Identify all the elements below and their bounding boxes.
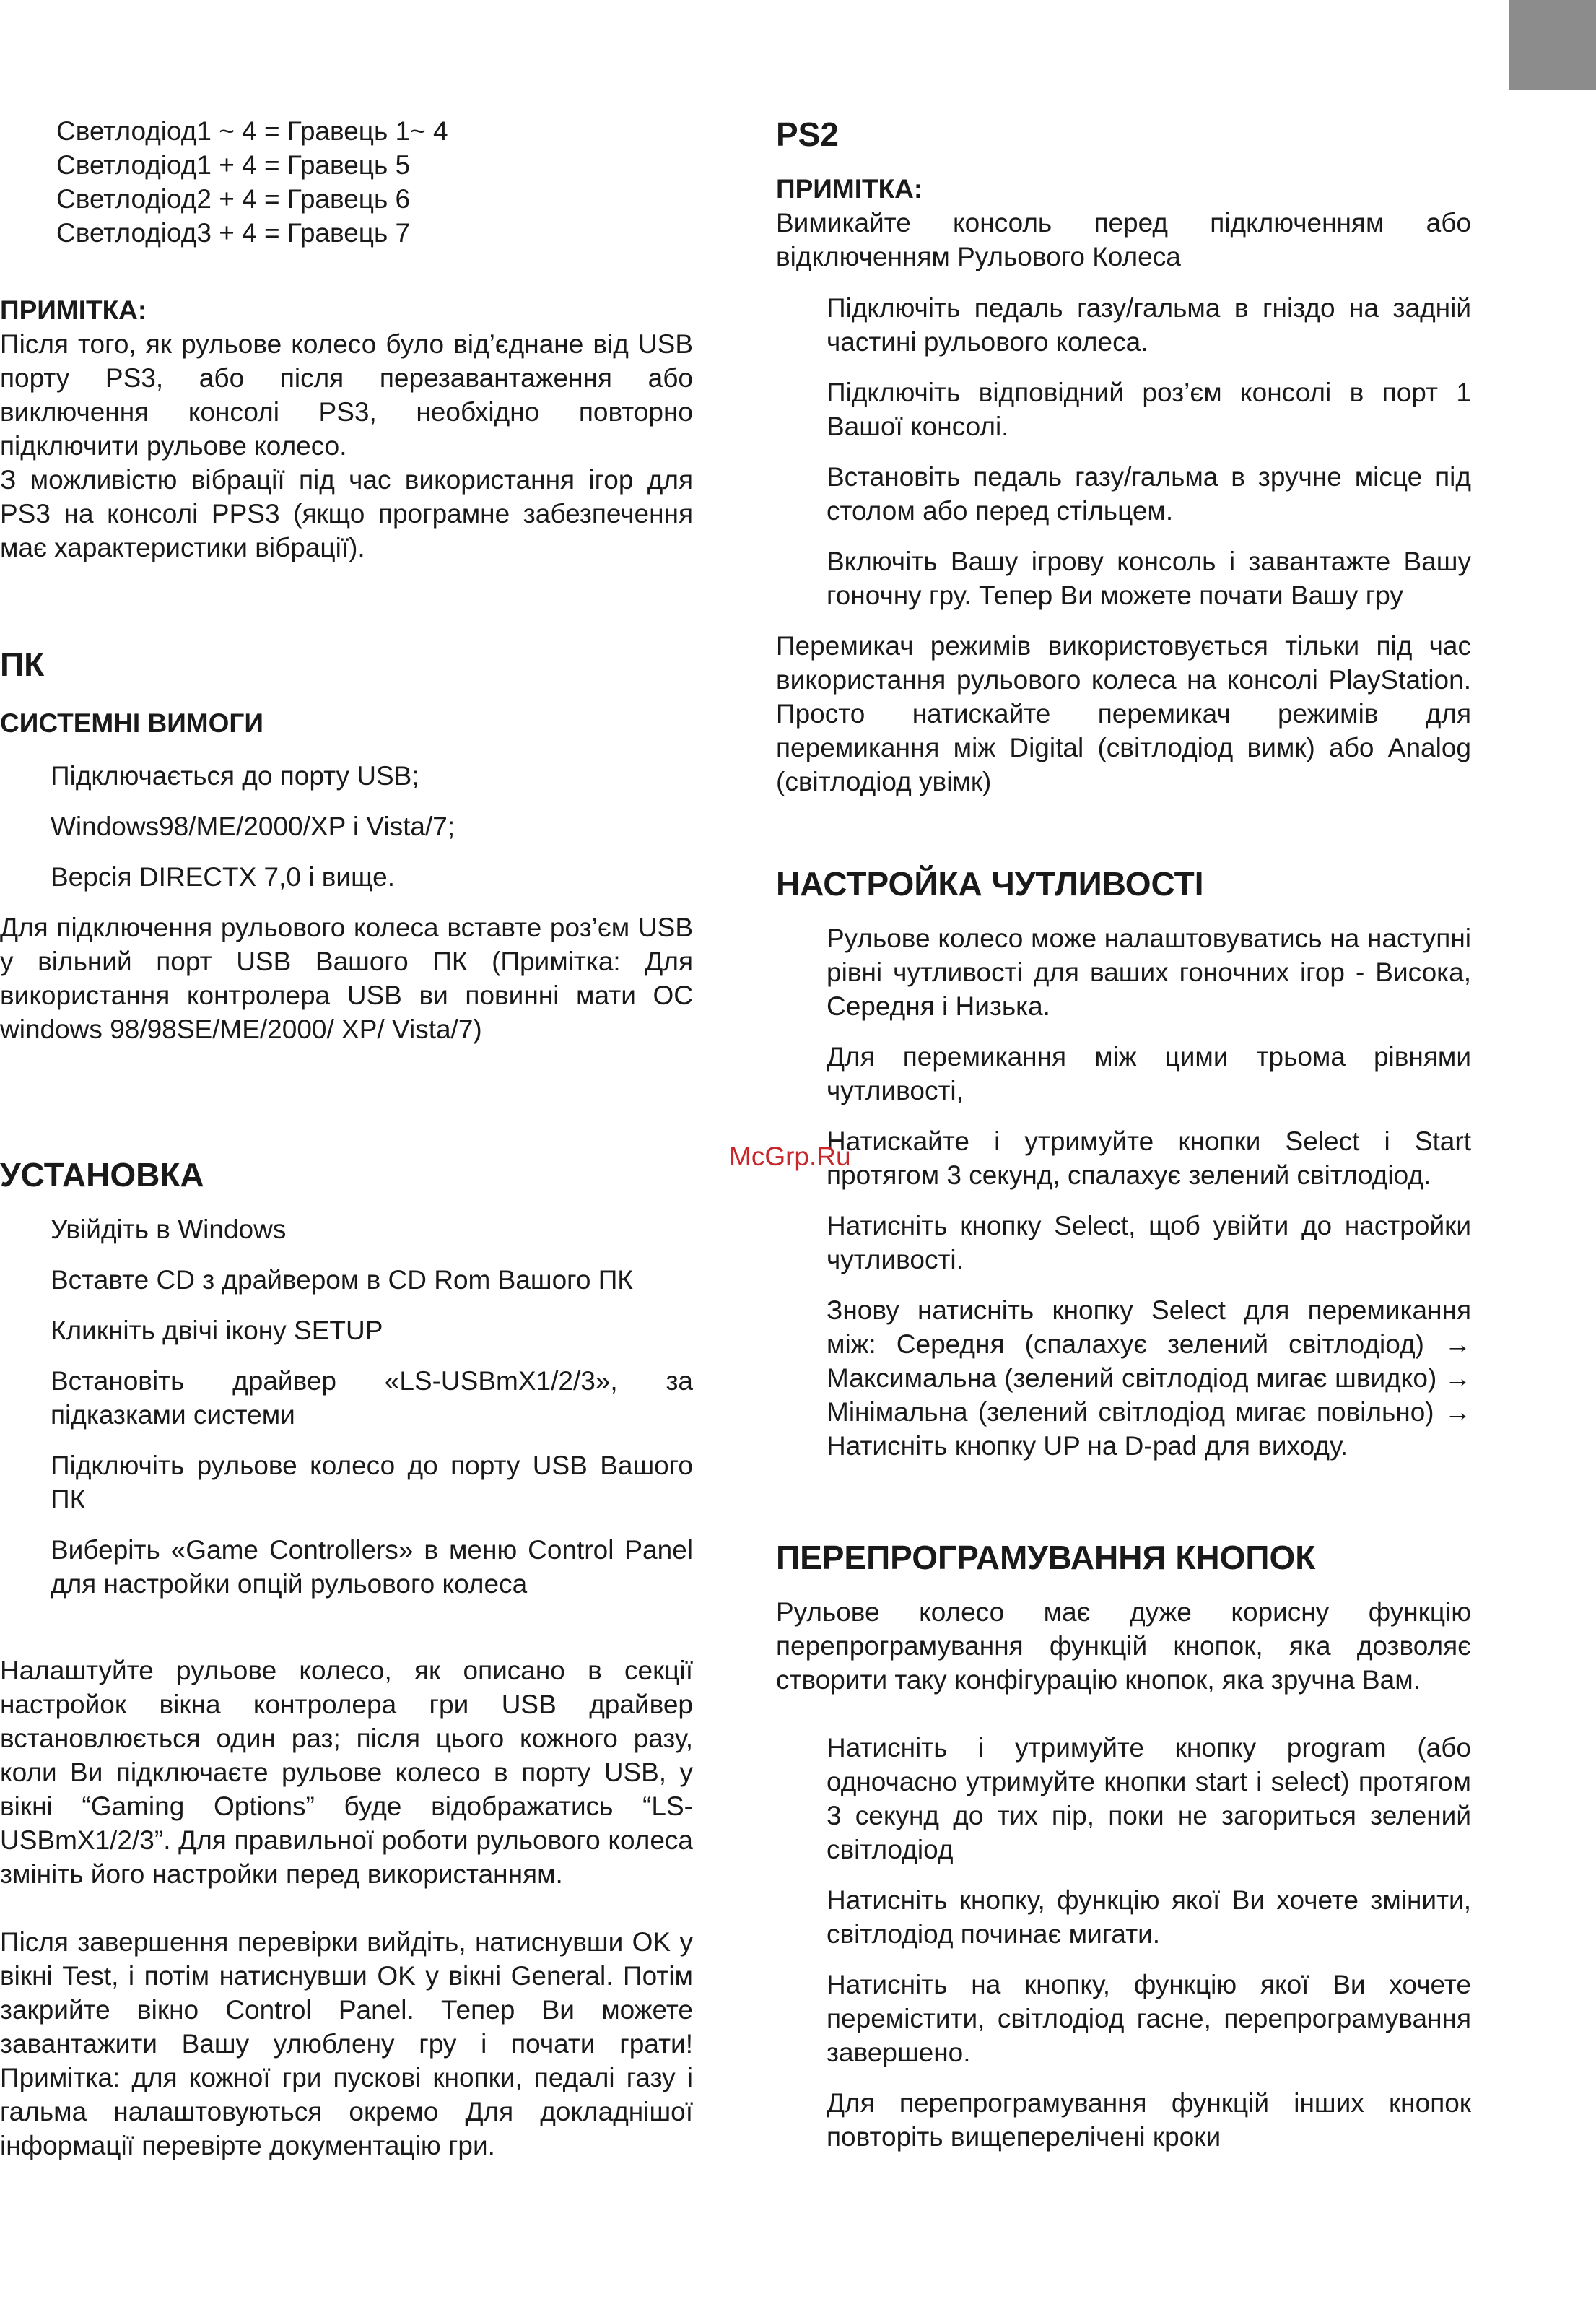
page-corner-tab <box>1509 0 1596 90</box>
reprogram-section-title: ПЕРЕПРОГРАМУВАННЯ КНОПОК <box>776 1539 1316 1576</box>
sensitivity-steps <box>776 921 1471 1463</box>
reprogram-step: Натисніть кнопку, функцію якої Ви хочете змінити, світлодіод починає мигати. <box>827 1885 1471 1949</box>
led-line: Светлодіод1 ~ 4 = Гравець 1~ 4 <box>56 116 448 146</box>
install-item: Виберіть «Game Controllers» в меню Control Panel для настройки опцій рульового колеса <box>51 1535 693 1599</box>
note-title: ПРИМІТКА: <box>776 174 923 204</box>
ps2-steps <box>776 291 1471 612</box>
install-item: Встановіть драйвер «LS-USBmX1/2/3», за підказками системи <box>51 1366 693 1430</box>
install-item: Увійдіть в Windows <box>51 1214 287 1244</box>
finish-text: Після завершення перевірки вийдіть, натиснувши OK у вікні Test, і потім натиснувши OK у вікні General. Потім закрийте вікно Control Panel. Тепер Ви можете завантажити Вашу улюблену гру і почати грати! Примітка: для кожної гри пускові кнопки, педалі газу і гальма налаштовуються окремо Для докладнішої інформації перевірте документацію гри. <box>0 1927 693 2160</box>
ps2-section-title: PS2 <box>776 116 839 153</box>
connect-text: Для підключення рульового колеса вставте роз’єм USB у вільний порт USB Вашого ПК (Примітка: Для використання контролера USB ви повинні мати ОС windows 98/98SE/ME/2000/ XP/ Vista/7) <box>0 913 693 1044</box>
led-list <box>0 114 693 250</box>
right-column <box>776 114 1471 2170</box>
pc-section-title: ПК <box>0 646 45 683</box>
ps2-step: Встановіть педаль газу/гальма в зручне місце під столом або перед стільцем. <box>827 462 1471 526</box>
left-column <box>0 114 693 2163</box>
sensitivity-section-title: НАСТРОЙКА ЧУТЛИВОСТІ <box>776 865 1204 903</box>
install-item: Кликніть двічі ікону SETUP <box>51 1316 383 1345</box>
reprogram-step: Натисніть і утримуйте кнопку program (або одночасно утримуйте кнопки start і select) протягом 3 секунд до тих пір, поки не загориться зелений світлодіод <box>827 1733 1471 1864</box>
ps2-step: Включіть Вашу ігрову консоль і завантажте Вашу гоночну гру. Тепер Ви можете почати Вашу гру <box>827 547 1471 610</box>
sensitivity-step: Натискайте і утримуйте кнопки Select і Start протягом 3 секунд, спалахує зелений світлодіод. <box>827 1126 1471 1190</box>
ps2-step: Підключіть відповідний роз’єм консолі в порт 1 Вашої консолі. <box>827 378 1471 441</box>
led-line: Светлодіод2 + 4 = Гравець 6 <box>56 184 411 214</box>
led-line: Светлодіод1 + 4 = Гравець 5 <box>56 150 411 180</box>
reprogram-text: Рульове колесо має дуже корисну функцію перепрограмування функцій кнопок, яка дозволяє створити таку конфігурацію кнопок, яка зручна Вам. <box>776 1597 1471 1695</box>
reprogram-steps <box>776 1731 1471 2154</box>
sysreq-item: Версія DIRECTX 7,0 і вище. <box>51 862 395 892</box>
sysreq-title: СИСТЕМНІ ВИМОГИ <box>0 708 263 738</box>
ps2-step: Підключіть педаль газу/гальма в гніздо на задній частині рульового колеса. <box>827 293 1471 357</box>
install-list <box>0 1212 693 1601</box>
watermark: McGrp.Ru <box>729 1142 851 1171</box>
sensitivity-step: Знову натисніть кнопку Select для перемикання між: Середня (спалахує зелений світлодіод) → Максимальна (зелений світлодіод мигає швидко) → Мінімальна (зелений світлодіод мигає повільно) → Натисніть кнопку UP на D-pad для виходу. <box>827 1295 1471 1461</box>
sysreq-list <box>0 759 693 894</box>
sensitivity-step: Натисніть кнопку Select, щоб увійти до настройки чутливості. <box>827 1211 1471 1274</box>
install-item: Підключіть рульове колесо до порту USB Вашого ПК <box>51 1451 693 1514</box>
vibration-text: З можливістю вібрації під час використання ігор для PS3 на консолі PPS3 (якщо програмне забезпечення має характеристики вібрації). <box>0 465 693 562</box>
led-line: Светлодіод3 + 4 = Гравець 7 <box>56 218 411 248</box>
install-section-title: УСТАНОВКА <box>0 1156 204 1194</box>
sysreq-item: Windows98/ME/2000/XP і Vista/7; <box>51 812 455 841</box>
sensitivity-step: Для перемикання між цими трьома рівнями чутливості, <box>827 1042 1471 1105</box>
reprogram-step: Для перепрограмування функцій інших кнопок повторіть вищеперелічені кроки <box>827 2088 1471 2152</box>
note-title: ПРИМІТКА: <box>0 295 147 325</box>
note-text: Після того, як рульове колесо було від’єднане від USB порту PS3, або після перезавантаження або виключення консолі PS3, необхідно повторно підключити рульове колесо. <box>0 329 693 461</box>
setup-text: Налаштуйте рульове колесо, як описано в секції настройок вікна контролера гри USB драйвер встановлюється один раз; після цього кожного разу, коли Ви підключаєте рульове колесо в порту USB, у вікні “Gaming Options” буде відображатись “LS-USBmX1/2/3”. Для правильної роботи рульового колеса змініть його настройки перед використанням. <box>0 1656 693 1889</box>
sysreq-item: Підключається до порту USB; <box>51 761 419 791</box>
install-item: Вставте CD з драйвером в CD Rom Вашого ПК <box>51 1265 633 1295</box>
reprogram-step: Натисніть на кнопку, функцію якої Ви хочете перемістити, світлодіод гасне, перепрограмування завершено. <box>827 1970 1471 2067</box>
note-text: Вимикайте консоль перед підключенням або відключенням Рульового Колеса <box>776 208 1471 271</box>
sensitivity-step: Рульове колесо може налаштовуватись на наступні рівні чутливості для ваших гоночних ігор - Висока, Середня і Низька. <box>827 924 1471 1021</box>
mode-text: Перемикач режимів використовується тільки під час використання рульового колеса на консолі PlayStation. Просто натискайте перемикач режимів для перемикання між Digital (світлодіод вимк) або Analog (світлодіод увімк) <box>776 631 1471 796</box>
